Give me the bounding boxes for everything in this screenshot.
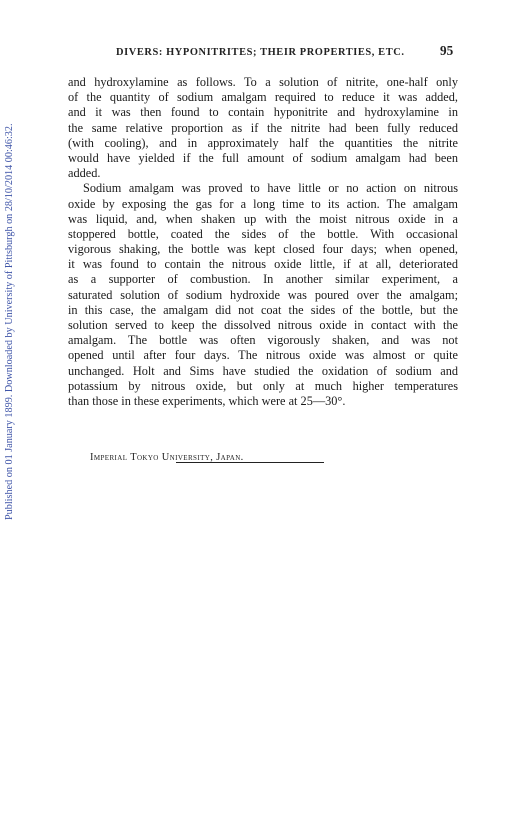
- text-line: stoppered bottle, coated the sides of the bottle. With occasional: [68, 226, 458, 241]
- download-watermark-text: Published on 01 January 1899. Downloaded by University of Pittsburgh on 28/10/2014 00:46:32.: [4, 123, 15, 520]
- text-line: vigorous shaking, the bottle was kept closed four days; when opened,: [68, 242, 458, 257]
- closing-rule: [176, 462, 324, 463]
- text-line: the same relative proportion as if the nitrite had been fully reduced: [68, 120, 458, 135]
- text-line: was liquid, and, when shaken up with the moist nitrous oxide in a: [68, 211, 458, 226]
- text-line: unchanged. Holt and Sims have studied the oxidation of sodium and: [68, 363, 458, 378]
- paragraph-2: [68, 181, 458, 409]
- page-number: 95: [440, 43, 454, 58]
- author-affiliation: Imperial Tokyo University, Japan.: [90, 452, 244, 463]
- text-line: solution served to keep the dissolved nitrous oxide in contact with the: [68, 318, 458, 332]
- text-line: amalgam. The bottle was often vigorously shaken, and was not: [68, 333, 458, 348]
- body-text: [68, 75, 458, 409]
- running-title: DIVERS: HYPONITRITES; THEIR PROPERTIES, ETC.: [116, 47, 405, 58]
- text-line: saturated solution of sodium hydroxide was poured over the amalgam;: [68, 287, 458, 302]
- text-line: of the quantity of sodium amalgam required to reduce it was added,: [68, 90, 458, 105]
- text-line: than those in these experiments, which were at 25—30°.: [68, 393, 346, 408]
- text-line: added.: [68, 166, 101, 181]
- text-line: opened until after four days. The nitrous oxide was almost or quite: [68, 348, 458, 363]
- paragraph-1: [68, 75, 458, 181]
- text-line: and it was then found to contain hyponitrite and hydroxylamine in: [68, 105, 458, 120]
- download-watermark: [3, 100, 23, 520]
- text-line: as a supporter of combustion. In another similar experiment, a: [68, 272, 458, 287]
- text-line: it was found to contain the nitrous oxide little, if at all, deteriorated: [68, 257, 458, 272]
- text-line: would have yielded if the full amount of sodium amalgam had been: [68, 150, 458, 165]
- text-line: oxide by exposing the gas for a long time to its action. The amalgam: [68, 196, 458, 211]
- text-line: (with cooling), and in approximately half the quantities the nitrite: [68, 135, 458, 150]
- text-line: potassium by nitrous oxide, but only at much higher temperatures: [68, 378, 458, 393]
- text-line: in this case, the amalgam did not coat the sides of the bottle, but the: [68, 302, 458, 317]
- text-line: and hydroxylamine as follows. To a solution of nitrite, one-half only: [68, 75, 458, 89]
- text-line: Sodium amalgam was proved to have little or no action on nitrous: [83, 181, 458, 196]
